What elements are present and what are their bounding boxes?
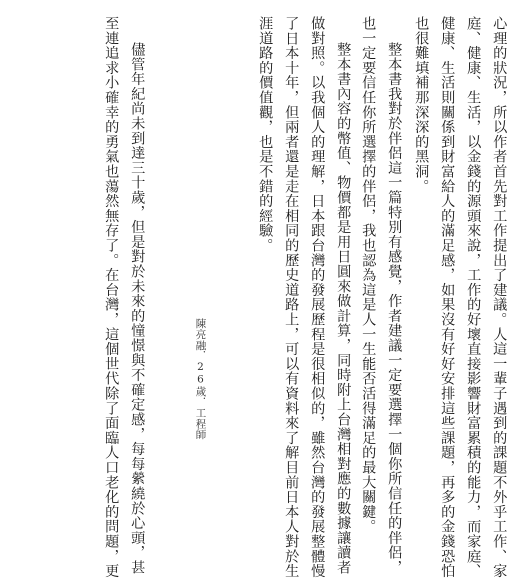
text-column: 整本書內容的幣值、物價都是用日圓來做計算，同時附上台灣相對應的數據讓讀者 xyxy=(335,42,352,575)
author-signature: 陳亮融．26歲．工程師 xyxy=(194,318,207,440)
text-column: 儘管年紀尚未到達三十歲，但是對於未來的憧憬與不確定感，每每縈繞於心頭，甚 xyxy=(129,42,146,575)
text-column: 涯道路的價值觀，也是不錯的經驗。 xyxy=(257,16,274,253)
text-column: 做對照。以我個人的理解，日本跟台灣的發展歷程是很相似的，雖然台灣的發展整體慢 xyxy=(309,16,326,578)
text-column: 了日本十年，但兩者還是走在相同的歷史道路上，可以有資料來了解目前日本人對於生 xyxy=(283,16,300,578)
text-column: 心理的狀況，所以作者首先對工作提出了建議。人這一輩子遇到的課題不外乎工作、家 xyxy=(491,16,508,578)
text-column: 也一定要信任你所選擇的伴侶，我也認為這是人一生能否活得滿足的最大關鍵。 xyxy=(360,16,377,534)
text-column: 庭、健康、生活，以金錢的源頭來說，工作的好壞直接影響財富累積的能力，而家庭、 xyxy=(465,16,482,578)
text-column: 健康、生活則關係到財富給人的滿足感，如果沒有好好安排這些課題，再多的金錢恐怕 xyxy=(439,16,456,578)
text-column: 也很難填補那深深的黑洞。 xyxy=(413,16,430,194)
text-column: 至連追求小確幸的勇氣也蕩然無存了。在台灣，這個世代除了面臨人口老化的問題，更 xyxy=(103,16,120,578)
text-column: 整本書我對於伴侶這一篇特別有感覺，作者建議一定要選擇一個你所信任的伴侶， xyxy=(386,42,403,575)
